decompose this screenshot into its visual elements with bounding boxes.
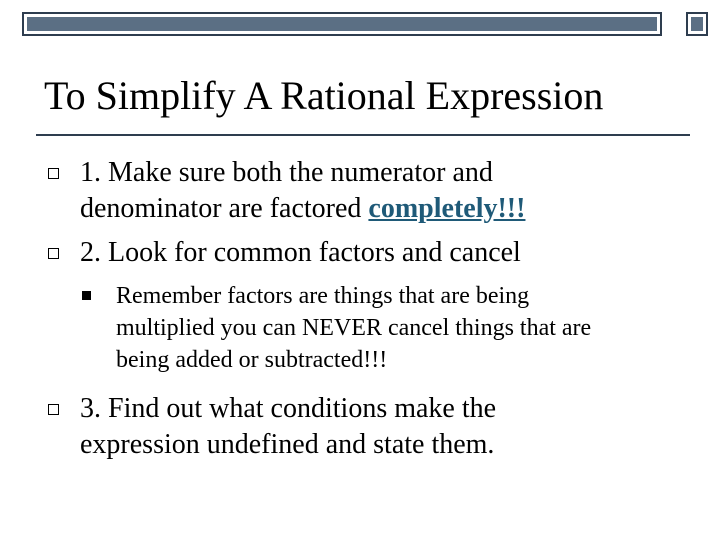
- bullet-1-text: denominator are factored: [80, 193, 369, 224]
- sub-bullet-square-icon: [82, 291, 91, 300]
- bullet-2: 2. Look for common factors and cancel: [80, 237, 521, 268]
- header-decoration-bar-fill: [27, 17, 657, 31]
- sub-bullet-line-3: being added or subtracted!!!: [116, 347, 388, 373]
- bullet-box-icon: [48, 168, 59, 179]
- emphasis-completely: completely!!!: [368, 193, 526, 224]
- bullet-1-line-2: [80, 191, 525, 227]
- sub-bullet-line-1: Remember factors are things that are being: [116, 283, 530, 309]
- header-decoration-square-fill: [691, 17, 703, 31]
- bullet-3-line-2: expression undefined and state them.: [80, 429, 495, 460]
- header-decoration-square: [686, 12, 708, 36]
- header-decoration-bar: [22, 12, 662, 36]
- sub-bullet-line-2: multiplied you can NEVER cancel things that are: [116, 315, 592, 341]
- bullet-box-icon: [48, 404, 59, 415]
- slide-title: To Simplify A Rational Expression: [44, 73, 604, 118]
- title-divider: [36, 134, 690, 136]
- bullet-box-icon: [48, 248, 59, 259]
- bullet-3-line-1: 3. Find out what conditions make the: [80, 393, 497, 424]
- bullet-1-line-1: 1. Make sure both the numerator and: [80, 157, 493, 188]
